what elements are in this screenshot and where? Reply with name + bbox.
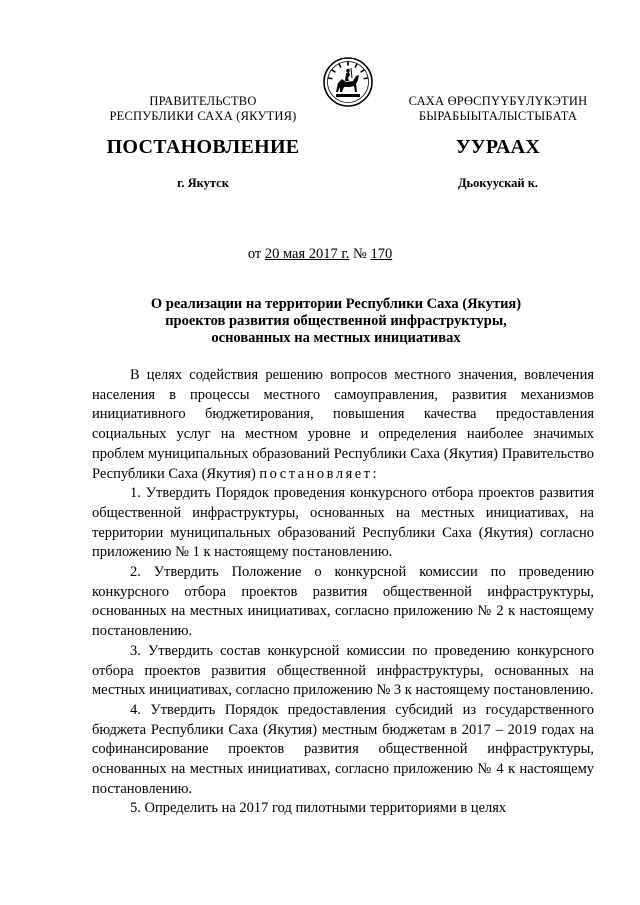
doc-type-right: УУРААХ <box>455 136 541 158</box>
number-sign: № <box>352 246 367 262</box>
intro-paragraph <box>92 366 594 484</box>
intro-text: В целях содействия решению вопросов местного значения, вовлечения населения в процессы местного самоуправления, развития механизмов инициативного бюджетирования, повышения качества предоставления социальных услуг на местном уровне и определения наиболее значимых проблем муниципальных образований Республики Саха (Якутия) Правительство Республики Саха (Якутия) <box>92 367 594 482</box>
city-right: Дьокуускай к. <box>457 176 539 190</box>
doc-type-left: ПОСТАНОВЛЕНИЕ <box>106 136 300 158</box>
date-line <box>0 246 640 263</box>
title-line2: проектов развития общественной инфраструктуры, <box>165 313 507 329</box>
item-2: 2. Утвердить Положение о конкурсной комиссии по проведению конкурсного отбора проектов развития общественной инфраструктуры, основанных на местных инициативах, согласно приложению № 2 к настоящему постановлению. <box>92 564 594 640</box>
title-line1: О реализации на территории Республики Саха (Якутия) <box>150 296 522 312</box>
title-line3: основанных на местных инициативах <box>211 330 461 346</box>
right-org-line1: САХА ӨРӨСПҮҮБҮЛҮКЭТИН <box>408 94 588 108</box>
left-org-line1: ПРАВИТЕЛЬСТВО <box>149 94 257 108</box>
item-4: 4. Утвердить Порядок предоставления субсидий из государственного бюджета Республики Саха (Якутия) местным бюджетам в 2017 – 2019 годах на софинансирование проектов развития общественной инфраструктуры, основанных на местных инициативах, согласно приложению № 4 к настоящему постановлению. <box>92 701 594 797</box>
right-org-line2: БЫРАБЫЫТАЛЫСТЫБАТА <box>418 109 578 123</box>
item-3: 3. Утвердить состав конкурсной комиссии по проведению конкурсного отбора проектов развития общественной инфраструктуры, основанных на местных инициативах, согласно приложению № 3 к настоящему постановлению. <box>92 642 594 699</box>
left-org-block <box>92 94 314 124</box>
item-1: 1. Утвердить Порядок проведения конкурсного отбора проектов развития общественной инфраструктуры, основанных на местных инициативах, на территории муниципальных образований Республики Саха (Якутия) согласно приложению № 1 к настоящему постановлению. <box>92 485 594 561</box>
intro-resolves: постановляет: <box>259 465 380 482</box>
city-left: г. Якутск <box>177 176 229 190</box>
right-org-block <box>378 94 618 124</box>
document-number: 170 <box>370 246 393 262</box>
document-body <box>92 366 594 819</box>
date-prefix: от <box>247 246 262 262</box>
sakha-coat-of-arms-icon <box>322 56 374 108</box>
item-5: 5. Определить на 2017 год пилотными территориями в целях <box>130 800 507 817</box>
document-date: 20 мая 2017 г. <box>264 246 350 262</box>
left-org-line2: РЕСПУБЛИКИ САХА (ЯКУТИЯ) <box>109 109 297 123</box>
document-title <box>80 296 592 347</box>
